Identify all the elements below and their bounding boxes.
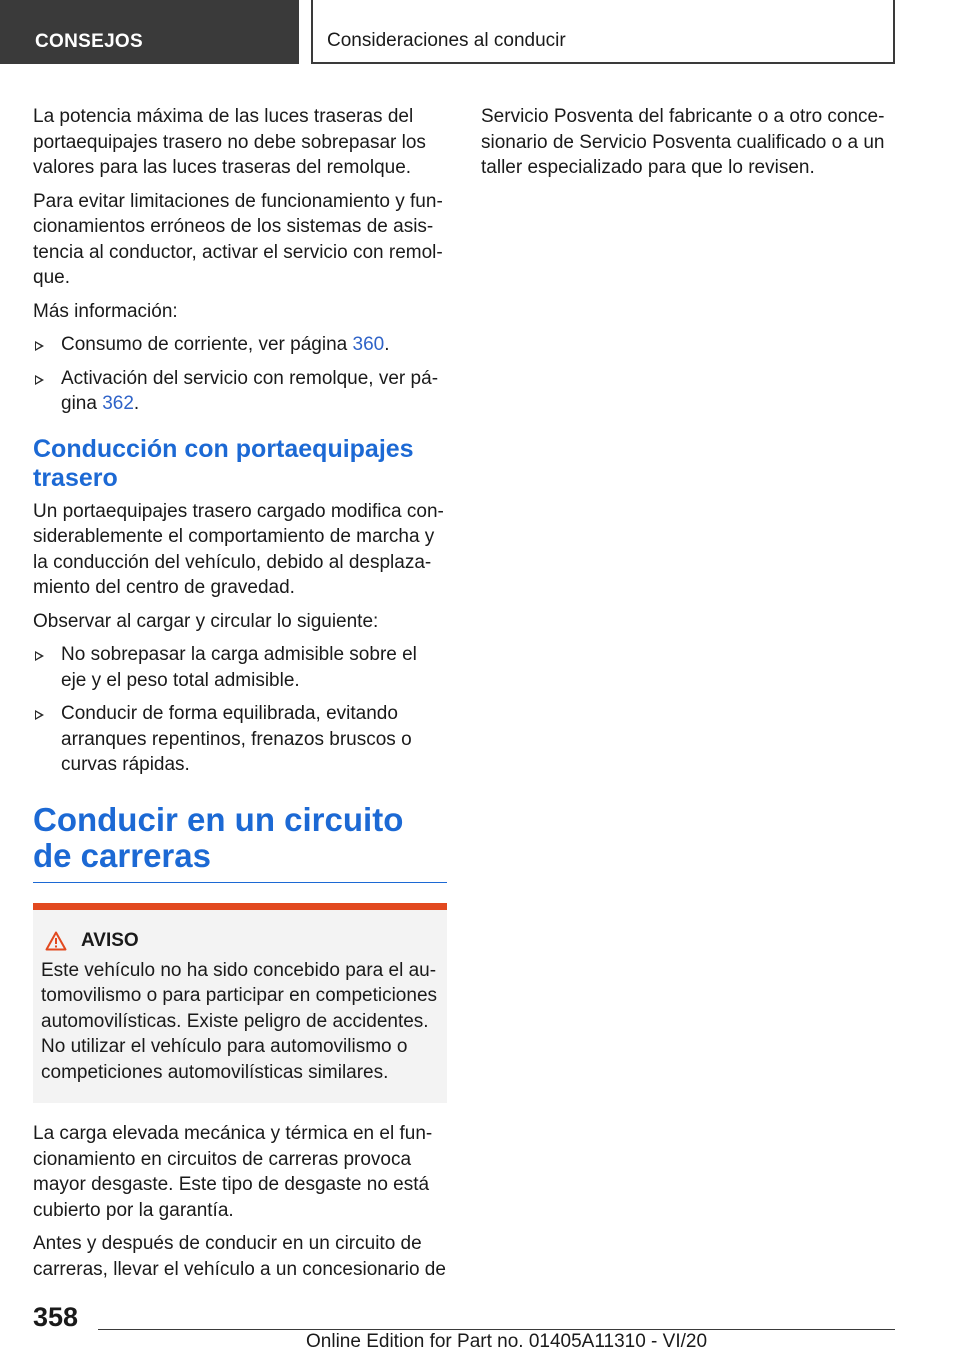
page-link[interactable]: 360 <box>352 334 385 355</box>
warning-text: Este vehículo no ha sido concebido para el automovilismo o para participar en competiciones automovilísticas. Existe peligro de accidentes. No utilizar el vehículo para automovilismo o competiciones automovilísticas similares. <box>41 959 438 1083</box>
paragraph: Observar al cargar y circular lo siguiente: <box>33 610 379 632</box>
paragraph: Un portaequipajes trasero cargado modifica considerablemente el comportamiento de marcha y la conducción del vehículo, debido al desplazamiento del centro de gravedad. <box>33 500 444 598</box>
left-column <box>33 104 447 1290</box>
list-item <box>33 642 447 693</box>
arrow-bullet-icon <box>35 710 44 720</box>
section-heading: Conducir en un circuito de carreras <box>33 802 447 883</box>
arrow-bullet-icon <box>35 375 44 385</box>
right-column <box>481 104 895 189</box>
list-item-text: Activación del servicio con remolque, ver página <box>61 367 439 414</box>
footer-divider <box>98 1329 895 1330</box>
section-tab: CONSEJOS <box>0 0 299 64</box>
list-item-text: No sobrepasar la carga admisible sobre el eje y el peso total admisible. <box>61 644 417 691</box>
paragraph: Servicio Posventa del fabricante o a otro concesionario de Servicio Posventa cualificado o a un taller especializado para que lo revisen. <box>481 106 885 178</box>
paragraph: Antes y después de conducir en un circuito de carreras, llevar el vehículo a un concesionario de <box>33 1233 446 1280</box>
list-item: Activación del servicio con remolque, ver página 362. <box>33 366 447 417</box>
warning-triangle-icon <box>45 931 67 951</box>
page-number: 358 <box>33 1302 79 1332</box>
subsection-heading: Conducción con portaequipajes trasero <box>33 434 414 492</box>
arrow-bullet-icon <box>35 651 44 661</box>
list-item-text: Conducir de forma equilibrada, evitando arranques repentinos, frenazos bruscos o curvas rápidas. <box>61 703 412 775</box>
warning-title <box>41 930 439 952</box>
footer-edition: Online Edition for Part no. 01405A11310 - VI/20 <box>306 1331 708 1352</box>
warning-label: AVISO <box>81 929 139 951</box>
paragraph: Para evitar limitaciones de funcionamiento y funcionamientos erróneos de los sistemas de asistencia al conductor, activar el servicio con remolque. <box>33 190 443 288</box>
reference-list <box>33 332 447 417</box>
paragraph: La carga elevada mecánica y térmica en el funcionamiento en circuitos de carreras provoca mayor desgaste. Este tipo de desgaste no está cubierto por la garantía. <box>33 1123 433 1221</box>
paragraph: Más información: <box>33 300 178 322</box>
list-item-text: Consumo de corriente, ver página <box>61 334 353 355</box>
page-link[interactable]: 362 <box>102 393 134 414</box>
page-header <box>0 0 960 66</box>
warning-box <box>33 903 447 1104</box>
list-item: Consumo de corriente, ver página 360. <box>33 332 447 358</box>
list-item <box>33 701 447 778</box>
instruction-list <box>33 642 447 778</box>
arrow-bullet-icon <box>35 341 44 351</box>
chapter-title: Consideraciones al conducir <box>311 0 895 64</box>
paragraph: La potencia máxima de las luces traseras del portaequipajes trasero no debe sobrepasar los valores para las luces traseras del remolque. <box>33 106 426 178</box>
